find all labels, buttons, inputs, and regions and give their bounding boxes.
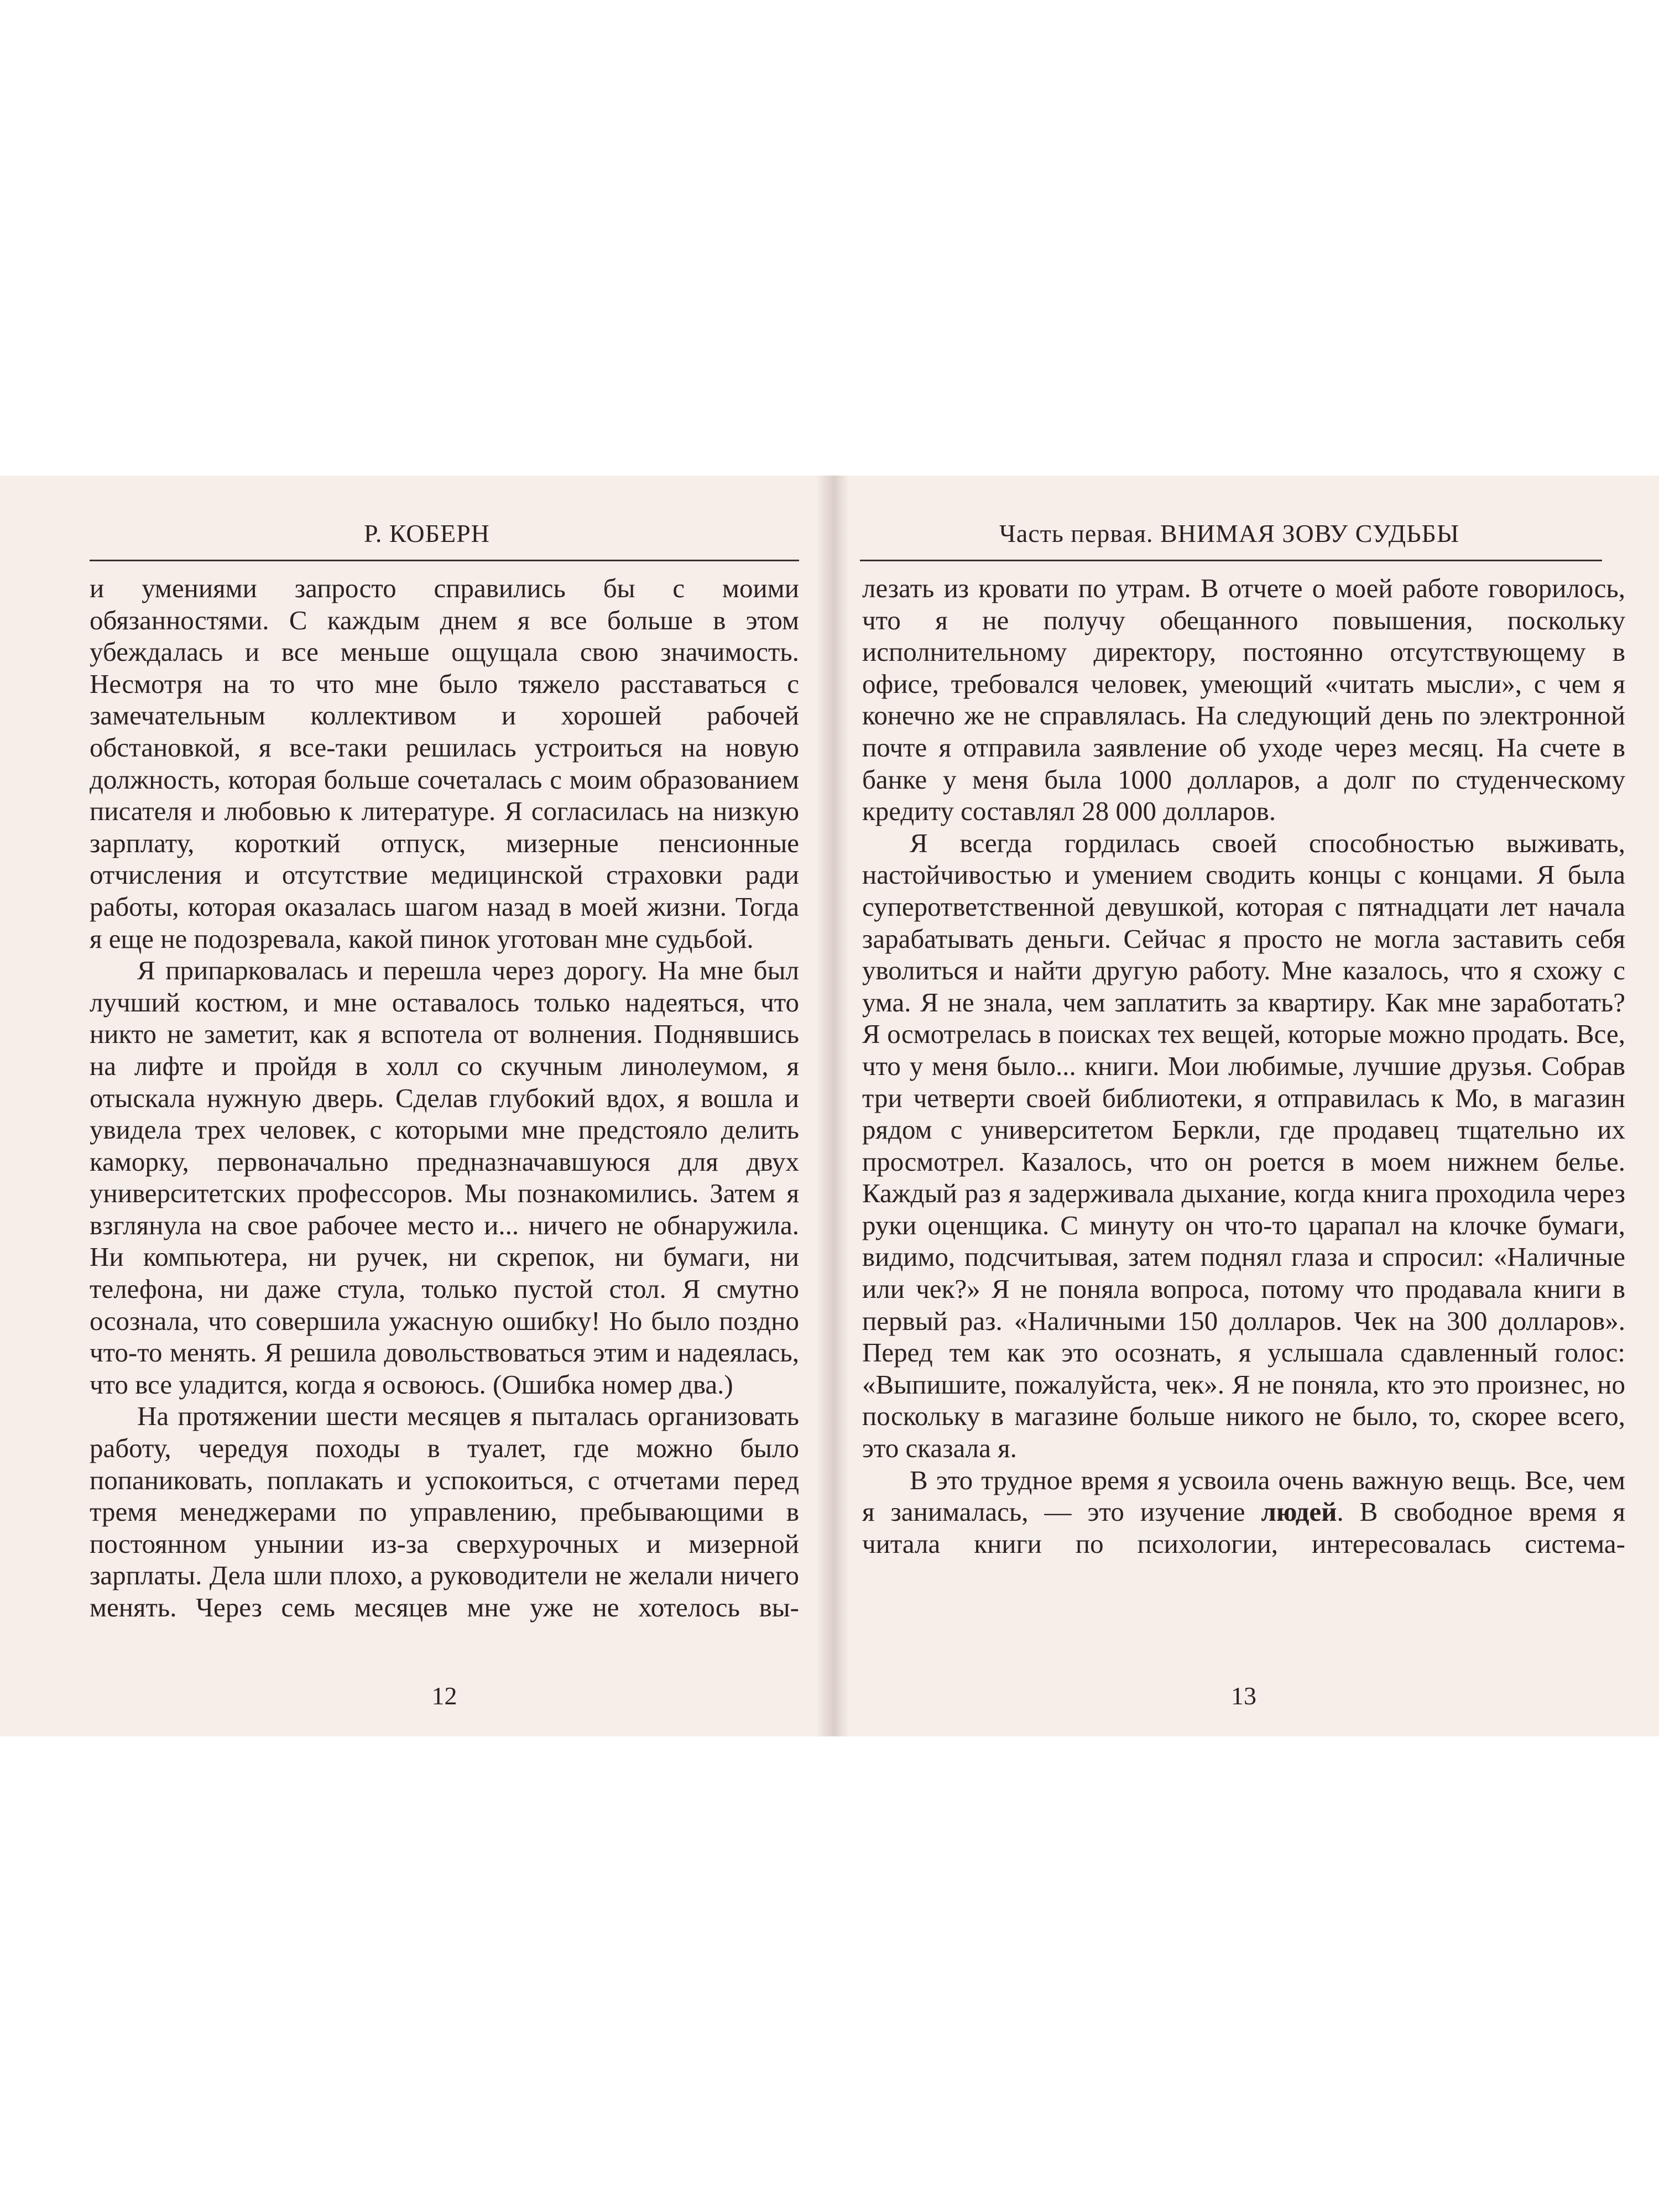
left-text-block <box>90 572 799 1624</box>
paragraph: Я припарковалась и перешла через дорогу. На мне был лучший костюм, и мне оставалось только надеяться, что никто не заметит, как я вспотела от волнения. Поднявшись на лифте и пройдя в холл со скучным линолеумом, я отыскала нужную дверь. Сделав глубокий вдох, я вошла и увидела трех человек, с которыми мне предстояло делить каморку, первоначально предназначавшуюся для двух университетских профессоров. Мы познакомились. Затем я взглянула на свое рабочее место и... ничего не обнаружила. Ни компьютера, ни ручек, ни скрепок, ни бумаги, ни телефона, ни даже стула, только пустой стол. Я смутно осознала, что совершила ужасную ошибку! Но было поздно что-то менять. Я решила довольствоваться этим и надеялась, что все уладится, когда я освоюсь. (Ошибка номер два.) <box>90 955 799 1400</box>
running-header-author: Р. КОБЕРН <box>364 519 490 547</box>
right-text-block <box>862 572 1625 1559</box>
paragraph: На протяжении шести месяцев я пыталась организовать работу, чередуя походы в туалет, где можно было попаниковать, поплакать и успокоиться, с отчетами перед тремя менеджерами по управлению, пребывающими в постоянном унынии из-за сверхурочных и мизерной зарплаты. Дела шли плохо, а руководители не желали ничего менять. Через семь месяцев мне уже не хотелось вы- <box>90 1401 799 1623</box>
left-page <box>0 476 816 1736</box>
text-run: . В свободное время я читала книги по психологии, интересовалась система- <box>862 1496 1625 1559</box>
paragraph: и умениями запросто справились бы с моими обязанностями. С каждым днем я все больше в этом убеждалась и все меньше ощущала свою значимость. Несмотря на то что мне было тяжело расставаться с замечательным коллективом и хорошей рабочей обстановкой, я все-таки решилась устроиться на новую должность, которая больше сочеталась с моим образованием писателя и любовью к литературе. Я согласилась на низкую зарплату, короткий отпуск, мизерные пенсионные отчисления и отсутствие медицинской страховки ради работы, которая оказалась шагом назад в моей жизни. Тогда я еще не подозревала, какой пинок уготован мне судьбой. <box>90 573 799 954</box>
page-number: 12 <box>431 1682 457 1710</box>
header-rule <box>860 560 1602 561</box>
right-page <box>849 476 1659 1736</box>
book-spread <box>0 476 1659 1736</box>
bold-term: людей <box>1261 1496 1337 1527</box>
book-gutter <box>816 476 849 1736</box>
paragraph <box>862 1464 1625 1560</box>
paragraph: лезать из кровати по утрам. В отчете о моей работе говорилось, что я не получу обещанного повышения, поскольку исполнительному директору, постоянно отсутствующему в офисе, требовался человек, умеющий «читать мысли», с чем я конечно же не справлялась. На следующий день по электронной почте я отправила заявление об уходе через месяц. На счете в банке у меня была 1000 долларов, а долг по студенческому кредиту составлял 28 000 долларов. <box>862 573 1625 827</box>
paragraph: Я всегда гордилась своей способностью выживать, настойчивостью и умением сводить концы с концами. Я была суперответственной девушкой, которая с пятнадцати лет начала зарабатывать деньги. Сейчас я просто не могла заставить себя уволиться и найти другую работу. Мне казалось, что я схожу с ума. Я не знала, чем заплатить за квартиру. Как мне заработать? Я осмотрелась в поисках тех вещей, которые можно продать. Все, что у меня было... книги. Мои любимые, лучшие друзья. Собрав три четверти своей библиотеки, я отправилась к Мо, в магазин рядом с университетом Беркли, где продавец тщательно их просмотрел. Казалось, что он роется в моем нижнем белье. Каждый раз я задерживала дыхание, когда книга проходила через руки оценщика. С минуту он что-то царапал на клочке бумаги, видимо, подсчитывая, затем поднял глаза и спросил: «Наличные или чек?» Я не поняла вопроса, потому что продавала книги в первый раз. «Наличными 150 долларов. Чек на 300 долларов». Перед тем как это осознать, я услышала сдавленный голос: «Выпишите, пожалуйста, чек». Я не поняла, кто это произнес, но поскольку в магазине больше никого не было, то, скорее всего, это сказала я. <box>862 827 1625 1464</box>
text-run: В это трудное время я усвоила очень важную вещь. Все, чем я занималась, — это изучение <box>862 1464 1625 1527</box>
header-rule <box>90 560 799 561</box>
running-header-part-title: Часть первая. ВНИМАЯ ЗОВУ СУДЬБЫ <box>999 519 1460 547</box>
page-number: 13 <box>1231 1682 1256 1710</box>
